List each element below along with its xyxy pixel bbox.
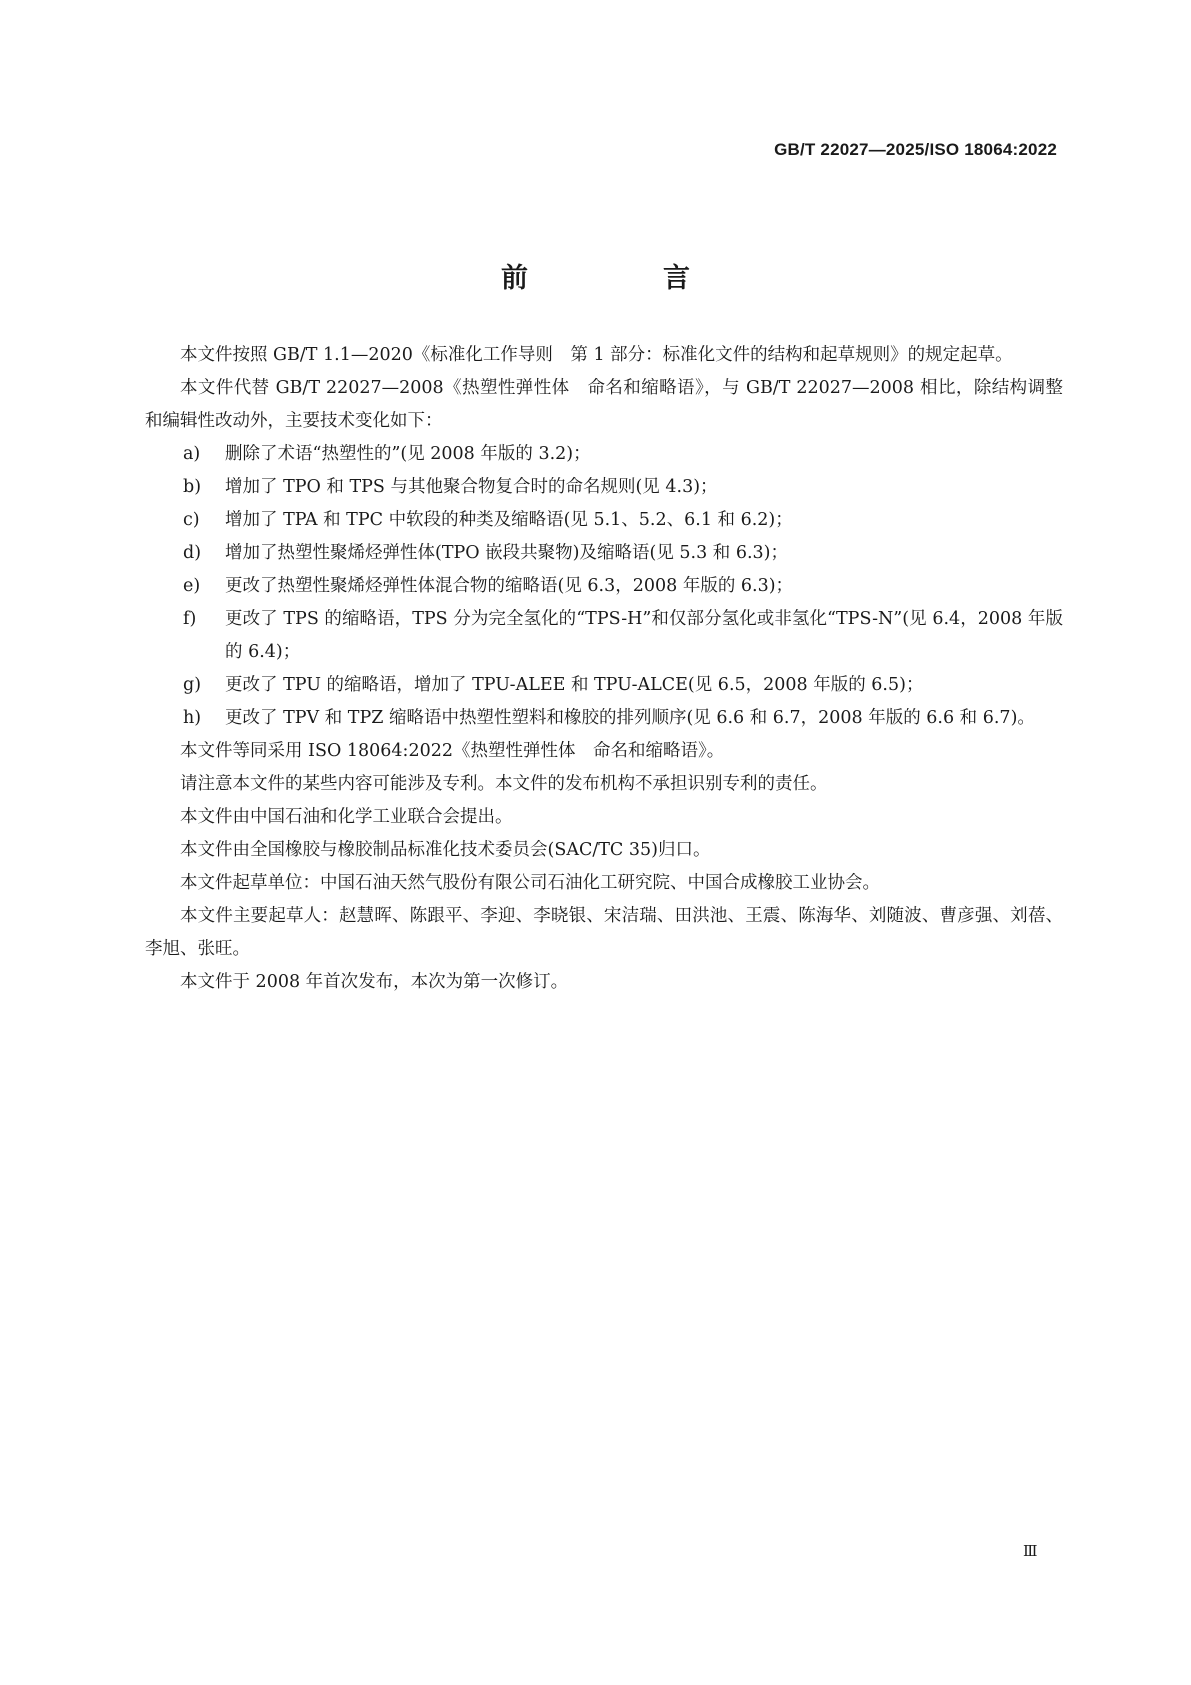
list-item-label: c) — [183, 510, 200, 530]
list-item — [145, 537, 1063, 570]
list-item-label: b) — [183, 477, 202, 497]
foreword-body — [145, 339, 1063, 999]
list-item-label: f) — [183, 609, 197, 629]
list-item-text: 更改了热塑性聚烯烃弹性体混合物的缩略语(见 6.3，2008 年版的 6.3)； — [225, 576, 794, 596]
list-item-text: 更改了 TPS 的缩略语，TPS 分为完全氢化的“TPS-H”和仅部分氢化或非氢化“TPS-N”(见 6.4，2008 年版的 6.4)； — [225, 609, 1063, 662]
changes-list — [145, 438, 1063, 735]
list-item-label: g) — [183, 675, 202, 695]
list-item — [145, 570, 1063, 603]
paragraph-replacement: 本文件代替 GB/T 22027—2008《热塑性弹性体 命名和缩略语》，与 GB/T 22027—2008 相比，除结构调整和编辑性改动外，主要技术变化如下： — [145, 378, 1063, 431]
paragraph-committee: 本文件由全国橡胶与橡胶制品标准化技术委员会(SAC/TC 35)归口。 — [180, 840, 711, 860]
paragraph-drafting-units: 本文件起草单位：中国石油天然气股份有限公司石油化工研究院、中国合成橡胶工业协会。 — [180, 873, 880, 893]
list-item — [145, 603, 1063, 669]
paragraph-patent-notice: 请注意本文件的某些内容可能涉及专利。本文件的发布机构不承担识别专利的责任。 — [180, 774, 828, 794]
paragraph-proposer: 本文件由中国石油和化学工业联合会提出。 — [180, 807, 513, 827]
list-item — [145, 438, 1063, 471]
list-item-text: 增加了 TPO 和 TPS 与其他聚合物复合时的命名规则(见 4.3)； — [225, 477, 718, 497]
paragraph-drafting-rules: 本文件按照 GB/T 1.1—2020《标准化工作导则 第 1 部分：标准化文件的结构和起草规则》的规定起草。 — [180, 345, 1013, 365]
paragraph-history: 本文件于 2008 年首次发布，本次为第一次修订。 — [180, 972, 569, 992]
list-item-text: 删除了术语“热塑性的”(见 2008 年版的 3.2)； — [225, 444, 591, 464]
list-item-label: e) — [183, 576, 201, 596]
paragraph-drafters: 本文件主要起草人：赵慧晖、陈跟平、李迎、李晓银、宋洁瑞、田洪池、王震、陈海华、刘随波、曹彦强、刘蓓、李旭、张旺。 — [145, 906, 1063, 959]
list-item — [145, 702, 1063, 735]
page-title: 前 言 — [501, 263, 744, 295]
list-item — [145, 669, 1063, 702]
list-item-label: h) — [183, 708, 202, 728]
list-item-text: 增加了热塑性聚烯烃弹性体(TPO 嵌段共聚物)及缩略语(见 5.3 和 6.3)； — [225, 543, 789, 563]
list-item-text: 更改了 TPU 的缩略语，增加了 TPU-ALEE 和 TPU-ALCE(见 6.5，2008 年版的 6.5)； — [225, 675, 924, 695]
list-item-text: 增加了 TPA 和 TPC 中软段的种类及缩略语(见 5.1、5.2、6.1 和 6.2)； — [225, 510, 793, 530]
list-item — [145, 471, 1063, 504]
list-item — [145, 504, 1063, 537]
paragraph-adoption: 本文件等同采用 ISO 18064:2022《热塑性弹性体 命名和缩略语》。 — [180, 741, 725, 761]
list-item-text: 更改了 TPV 和 TPZ 缩略语中热塑性塑料和橡胶的排列顺序(见 6.6 和 6.7，2008 年版的 6.6 和 6.7)。 — [225, 708, 1035, 728]
list-item-label: a) — [183, 444, 201, 464]
document-number-header: GB/T 22027—2025/ISO 18064:2022 — [774, 140, 1057, 159]
list-item-label: d) — [183, 543, 202, 563]
page-number: Ⅲ — [1023, 1542, 1038, 1560]
